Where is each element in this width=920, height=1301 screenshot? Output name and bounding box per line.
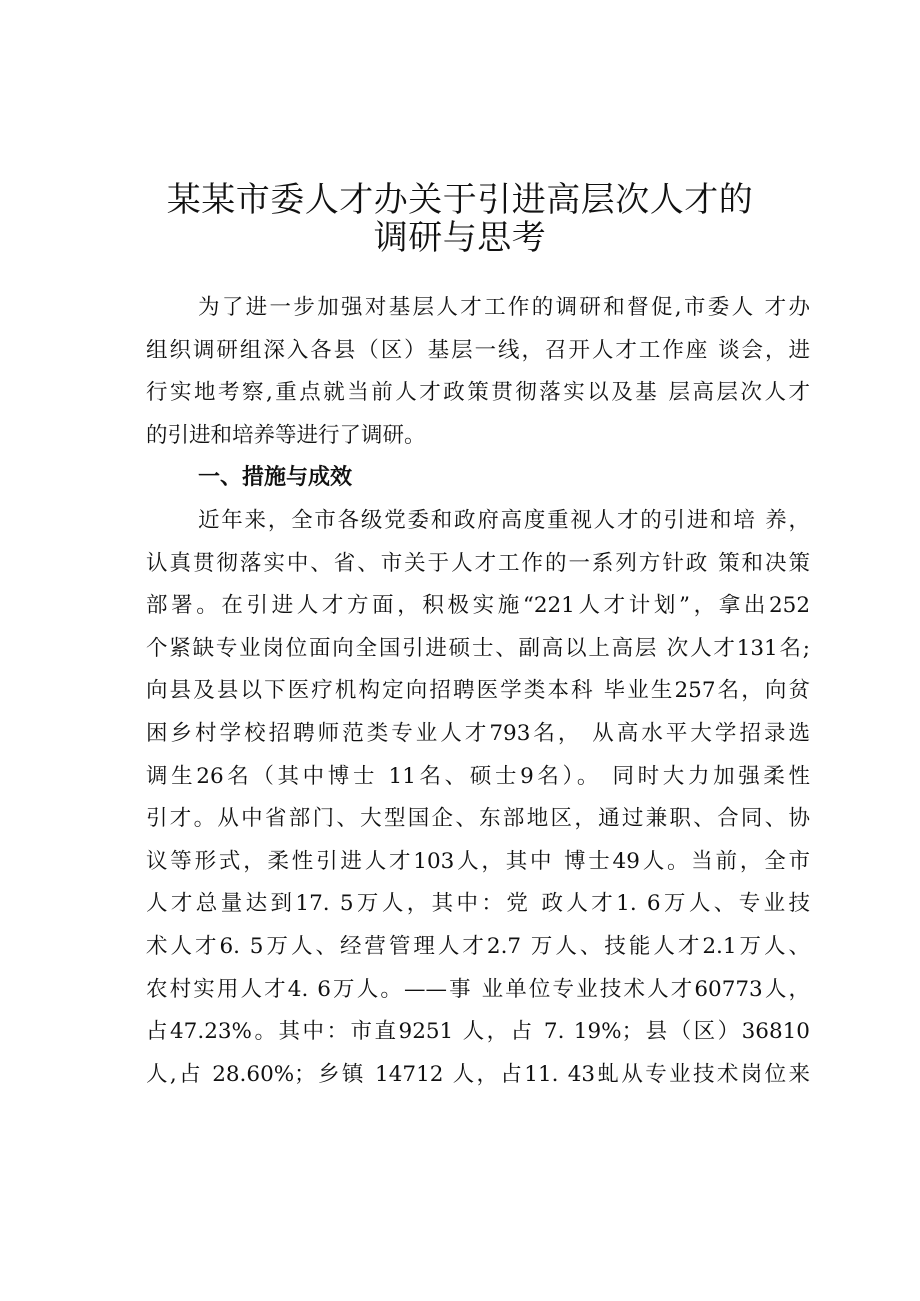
- intro-line: 行实地考察,重点就当前人才政策贯彻落实以及基 层高层次人才: [146, 380, 810, 406]
- document-body: [146, 287, 810, 1096]
- section-line: 议等形式，柔性引进人才103人，其中 博士49人。当前，全市: [146, 848, 810, 874]
- title-line-1: 某某市委人才办关于引进高层次人才的: [166, 179, 754, 220]
- section-line: 向县及县以下医疗机构定向招聘医学类本科 毕业生257名，向贫: [146, 678, 810, 704]
- section-heading: 一、措施与成效: [198, 465, 353, 491]
- intro-line: 为了进一步加强对基层人才工作的调研和督促,市委人 才办: [198, 295, 810, 320]
- section-line: 术人才6. 5万人、经营管理人才2.7 万人、技能人才2.1万人、: [146, 933, 810, 959]
- section-line: 占47.23%。其中：市直9251 人，占 7. 19%；县（区）36810: [146, 1019, 810, 1045]
- section-line: 引才。从中省部门、大型国企、东部地区，通过兼职、合同、协: [146, 806, 810, 832]
- section-line: 认真贯彻落实中、省、市关于人才工作的一系列方针政 策和决策: [146, 550, 810, 576]
- section-line: 个紧缺专业岗位面向全国引进硕士、副高以上高层 次人才131名;: [146, 635, 810, 661]
- section-line: 近年来，全市各级党委和政府高度重视人才的引进和培 养，: [198, 507, 810, 533]
- section-line: 部署。在引进人才方面，积极实施“221人才计划”，拿出252: [146, 593, 810, 619]
- section-line: 农村实用人才4. 6万人。——事 业单位专业技术人才60773人，: [146, 976, 810, 1002]
- document-title: [0, 181, 920, 257]
- section-line: 调生26名（其中博士 11名、硕士9名）。 同时大力加强柔性: [146, 763, 810, 789]
- section-line: 人才总量达到17. 5万人，其中：党 政人才1. 6万人、专业技: [146, 891, 810, 917]
- title-line-2: 调研与思考: [373, 217, 547, 258]
- intro-line: 组织调研组深入各县（区）基层一线，召开人才工作座 谈会，进: [146, 337, 810, 363]
- section-line: 人,占 28.60%；乡镇 14712 人，占11. 43虬从专业技术岗位来: [146, 1061, 810, 1087]
- section-line: 困乡村学校招聘师范类专业人才793名， 从高水平大学招录选: [146, 720, 810, 746]
- intro-line: 的引进和培养等进行了调研。: [146, 422, 426, 448]
